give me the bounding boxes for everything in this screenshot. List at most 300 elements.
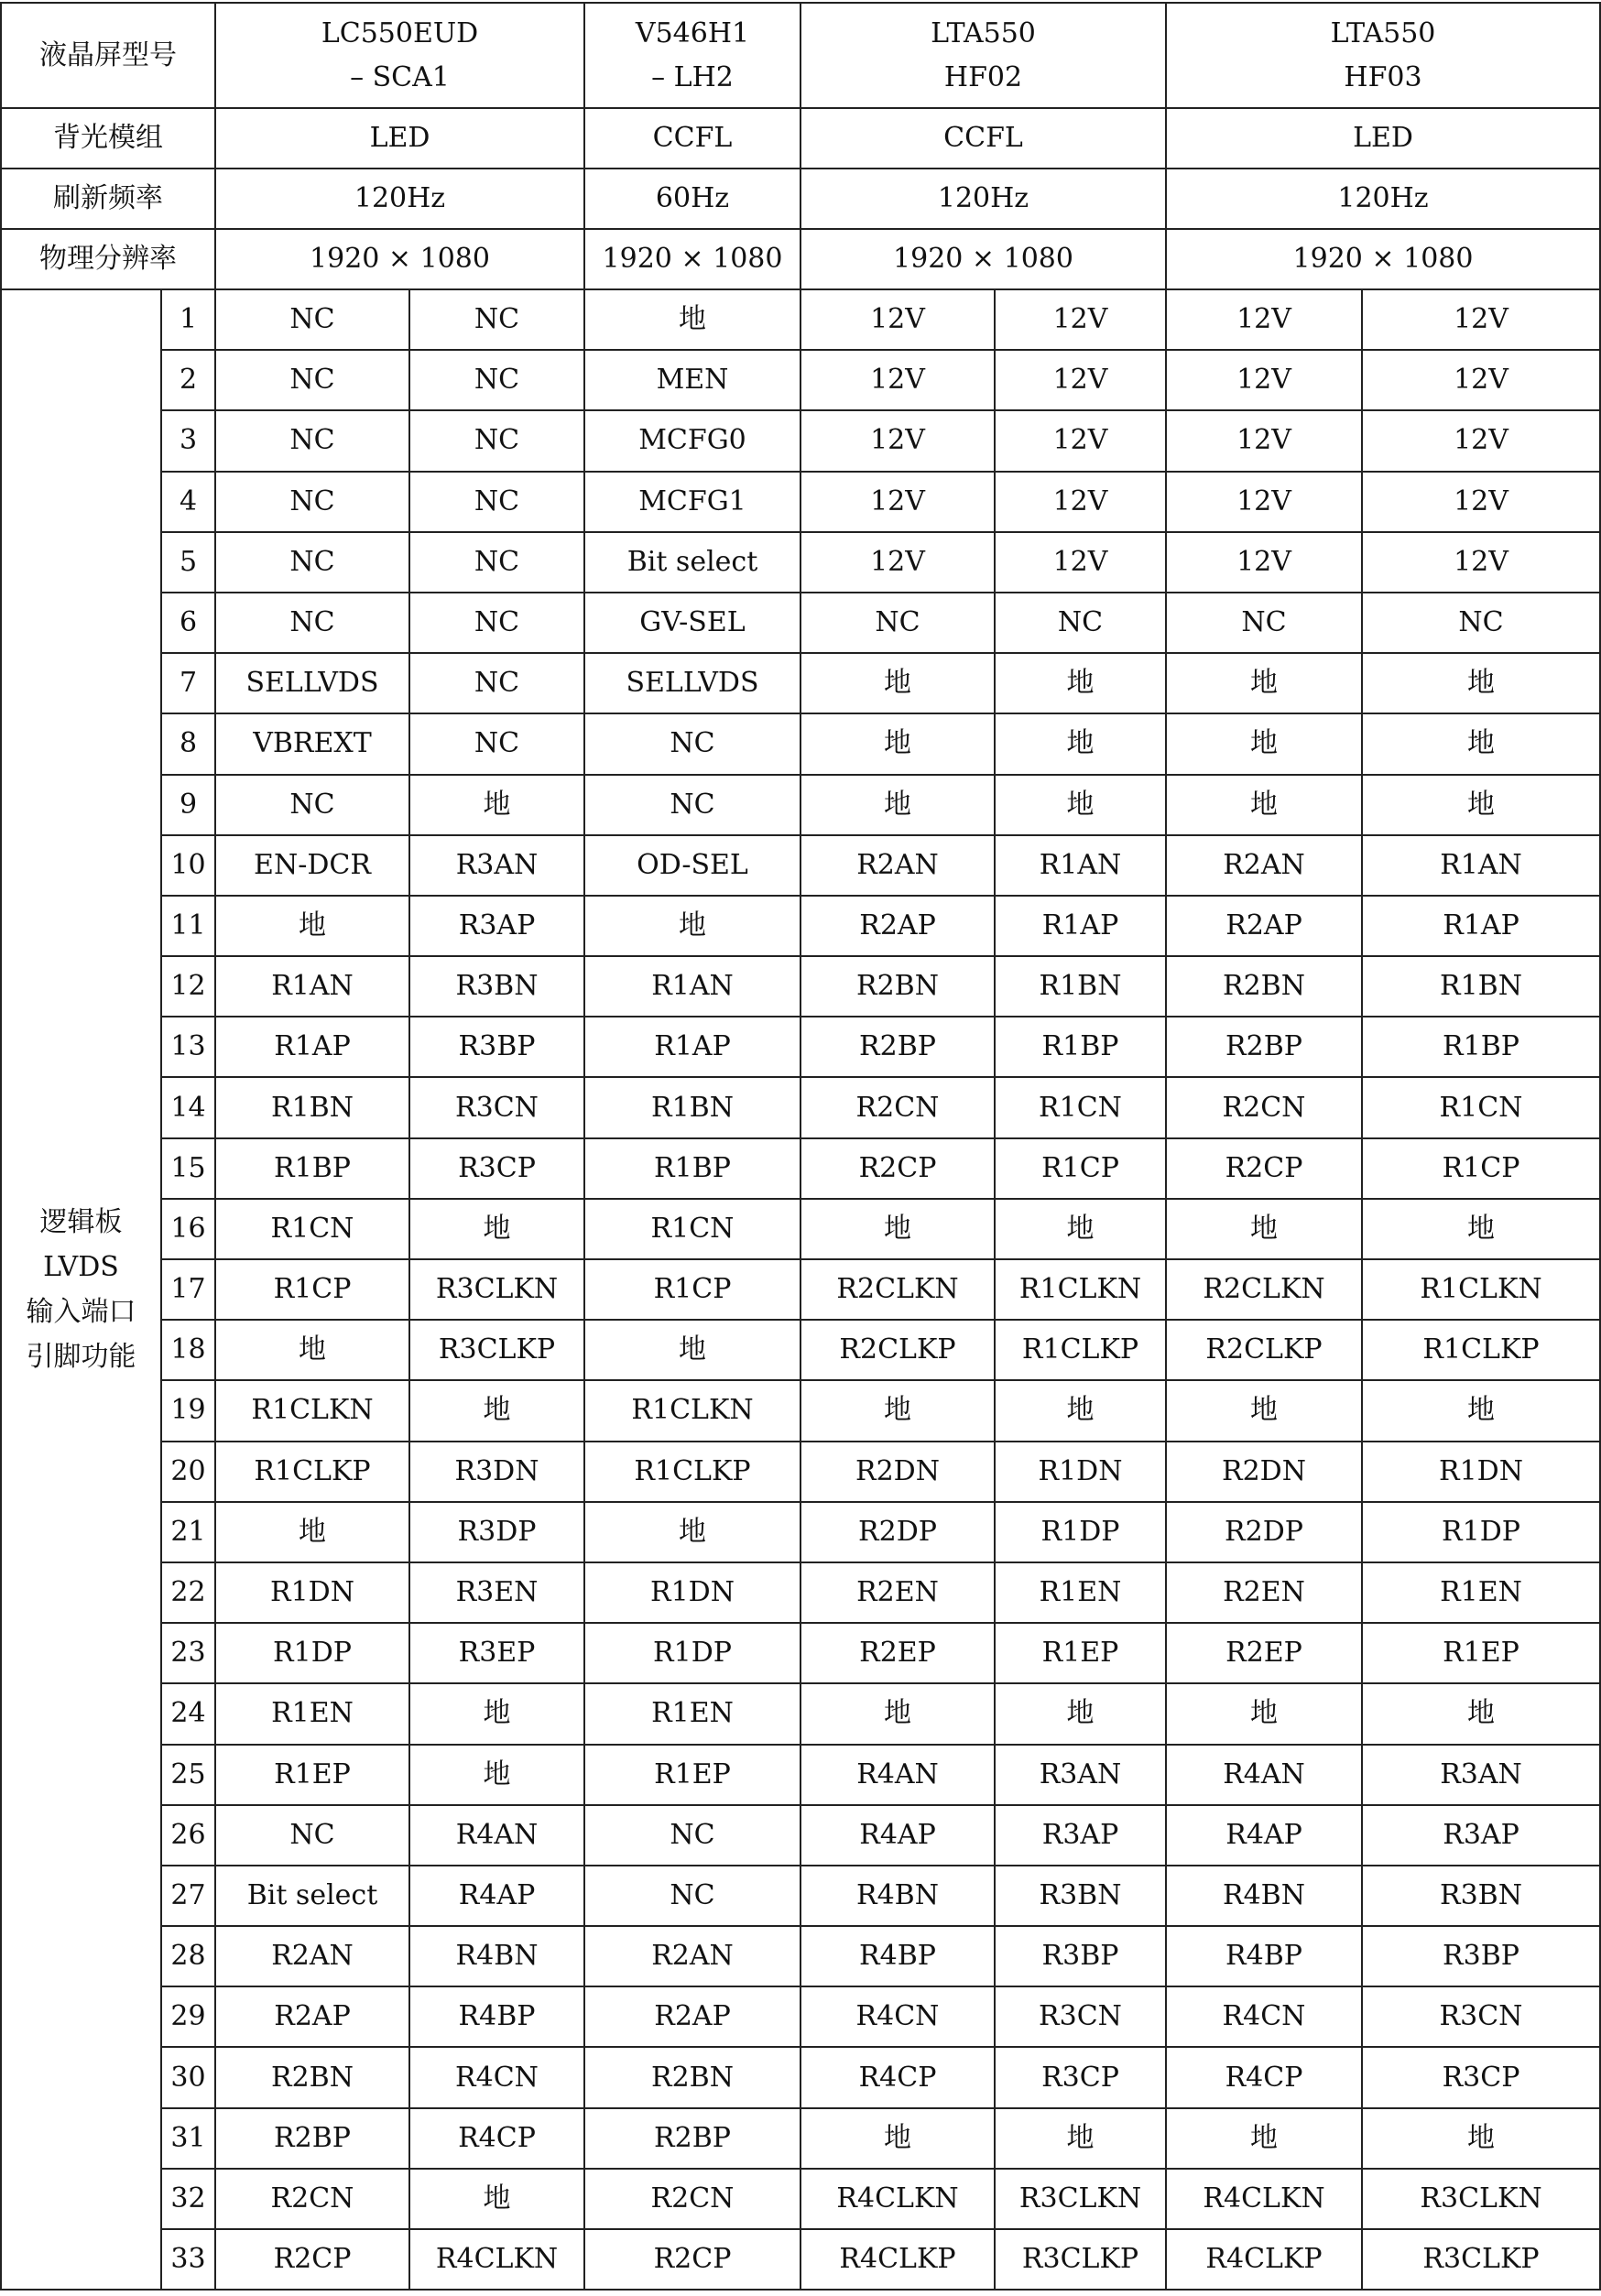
table-row (1, 1623, 1600, 1683)
model-line2: – LH2 (651, 60, 734, 93)
pin-cell: R1AP (584, 1017, 800, 1077)
pin-number: 25 (161, 1745, 215, 1805)
pin-cell: R4CLKP (1166, 2229, 1362, 2290)
pin-cell: R3AN (409, 835, 584, 896)
model-lta550-hf03 (1166, 3, 1600, 108)
pin-cell: R1CLKP (1362, 1320, 1600, 1380)
pin-cell: R4AP (800, 1805, 995, 1866)
table-cell: 1920 × 1080 (1166, 229, 1600, 289)
pin-cell: R1EP (584, 1745, 800, 1805)
pin-cell: R4CN (409, 2047, 584, 2107)
pin-cell: R2EP (800, 1623, 995, 1683)
pin-cell: R4BP (800, 1926, 995, 1986)
pin-cell: NC (215, 593, 409, 653)
pin-cell: 地 (800, 653, 995, 713)
pin-cell: R3BN (1362, 1866, 1600, 1926)
pin-number: 12 (161, 956, 215, 1017)
pin-cell: R1BP (215, 1138, 409, 1199)
table-row (1, 1199, 1600, 1259)
backlight-row (1, 108, 1600, 169)
table-cell: 1920 × 1080 (800, 229, 1166, 289)
table-cell: 1920 × 1080 (584, 229, 800, 289)
pin-cell: R1AN (1362, 835, 1600, 896)
pin-cell: R1CP (995, 1138, 1166, 1199)
table-row (1, 532, 1600, 593)
table-row (1, 1805, 1600, 1866)
pin-cell: R1CLKP (584, 1442, 800, 1502)
model-line1: V546H1 (635, 16, 750, 49)
pin-cell: R2EP (1166, 1623, 1362, 1683)
pin-cell: 地 (215, 1502, 409, 1562)
pin-cell: 地 (409, 1199, 584, 1259)
pin-function-label-line: 输入端口 (26, 1296, 136, 1329)
pin-cell: R1AP (995, 896, 1166, 956)
table-row (1, 1077, 1600, 1137)
pin-cell: 地 (800, 1683, 995, 1744)
pin-cell: NC (995, 593, 1166, 653)
pin-number: 19 (161, 1380, 215, 1441)
pin-cell: R4AN (1166, 1745, 1362, 1805)
pin-cell: R1CLKP (215, 1442, 409, 1502)
pin-cell: NC (215, 410, 409, 471)
table-row (1, 1138, 1600, 1199)
pin-cell: Bit select (215, 1866, 409, 1926)
pin-cell: R1CP (584, 1259, 800, 1320)
pin-cell: 12V (1166, 532, 1362, 593)
pin-cell: R3BP (995, 1926, 1166, 1986)
pin-cell: R2AP (215, 1986, 409, 2047)
pin-cell: R1CN (584, 1199, 800, 1259)
pin-cell: R3AN (995, 1745, 1166, 1805)
pin-cell: 地 (1362, 713, 1600, 774)
pin-cell: SELLVDS (584, 653, 800, 713)
pin-number: 15 (161, 1138, 215, 1199)
pin-number: 22 (161, 1562, 215, 1623)
pin-cell: 地 (1166, 2108, 1362, 2169)
pin-cell: 12V (995, 289, 1166, 350)
table-cell: CCFL (800, 108, 1166, 169)
pin-cell: R4CLKN (800, 2169, 995, 2229)
pin-cell: 地 (995, 775, 1166, 835)
pin-cell: R4AP (1166, 1805, 1362, 1866)
pin-cell: Bit select (584, 532, 800, 593)
pin-cell: R3EN (409, 1562, 584, 1623)
pin-cell: R4CP (1166, 2047, 1362, 2107)
pin-cell: R2CP (1166, 1138, 1362, 1199)
pin-function-label (1, 289, 161, 2290)
pin-cell: R1BN (215, 1077, 409, 1137)
pin-cell: R3CN (409, 1077, 584, 1137)
pin-cell: R2BN (215, 2047, 409, 2107)
table-cell: 1920 × 1080 (215, 229, 584, 289)
refresh-rate-row (1, 169, 1600, 229)
table-row (1, 2229, 1600, 2290)
model-line2: HF03 (1344, 60, 1422, 93)
pin-cell: NC (584, 775, 800, 835)
pin-cell: 地 (995, 1199, 1166, 1259)
row-label: 物理分辨率 (1, 229, 215, 289)
pin-cell: R2AN (1166, 835, 1362, 896)
pin-cell: 地 (1362, 1199, 1600, 1259)
pin-cell: R2EN (1166, 1562, 1362, 1623)
table-row (1, 1380, 1600, 1441)
pin-number: 2 (161, 350, 215, 410)
pin-cell: R1BP (1362, 1017, 1600, 1077)
table-row (1, 1502, 1600, 1562)
pin-number: 20 (161, 1442, 215, 1502)
pin-cell: R2CLKP (800, 1320, 995, 1380)
pin-cell: NC (1166, 593, 1362, 653)
pin-cell: R1CLKN (215, 1380, 409, 1441)
pin-number: 3 (161, 410, 215, 471)
pin-number: 26 (161, 1805, 215, 1866)
pin-cell: R1AP (1362, 896, 1600, 956)
pin-cell: 地 (1166, 1199, 1362, 1259)
table-row (1, 1259, 1600, 1320)
pin-cell: 12V (800, 350, 995, 410)
pin-cell: R3AP (1362, 1805, 1600, 1866)
pin-cell: R3AN (1362, 1745, 1600, 1805)
pin-cell: NC (215, 1805, 409, 1866)
pin-cell: R2AN (215, 1926, 409, 1986)
pin-number: 21 (161, 1502, 215, 1562)
table-row (1, 1320, 1600, 1380)
pin-cell: R2CN (215, 2169, 409, 2229)
pin-cell: NC (409, 532, 584, 593)
pin-cell: R2CP (584, 2229, 800, 2290)
pin-cell: NC (584, 713, 800, 774)
pin-cell: NC (409, 289, 584, 350)
pin-cell: MCFG1 (584, 472, 800, 532)
pin-cell: R1EP (215, 1745, 409, 1805)
pin-cell: R1BP (995, 1017, 1166, 1077)
pin-number: 24 (161, 1683, 215, 1744)
pin-cell: R1EP (995, 1623, 1166, 1683)
pin-number: 17 (161, 1259, 215, 1320)
pin-cell: R1DN (584, 1562, 800, 1623)
table-row (1, 1562, 1600, 1623)
pin-cell: 地 (409, 775, 584, 835)
pin-cell: R3EP (409, 1623, 584, 1683)
pin-cell: 12V (1166, 289, 1362, 350)
pin-cell: R2BN (1166, 956, 1362, 1017)
pin-cell: R1CP (215, 1259, 409, 1320)
table-cell: 60Hz (584, 169, 800, 229)
pin-cell: 地 (409, 2169, 584, 2229)
pin-cell: R2CLKP (1166, 1320, 1362, 1380)
model-lc550eud (215, 3, 584, 108)
table-row (1, 835, 1600, 896)
pin-cell: 地 (800, 1199, 995, 1259)
pin-number: 23 (161, 1623, 215, 1683)
table-cell: CCFL (584, 108, 800, 169)
pin-cell: R2CN (800, 1077, 995, 1137)
pin-cell: R4CLKP (800, 2229, 995, 2290)
pin-cell: R1DP (584, 1623, 800, 1683)
pin-cell: OD-SEL (584, 835, 800, 896)
model-line1: LTA550 (931, 16, 1036, 49)
pin-cell: R1CN (1362, 1077, 1600, 1137)
pin-cell: 地 (1362, 653, 1600, 713)
pin-number: 16 (161, 1199, 215, 1259)
pin-cell: 地 (995, 2108, 1166, 2169)
model-label: 液晶屏型号 (1, 3, 215, 108)
pin-cell: R4BP (409, 1986, 584, 2047)
pin-function-label-line: 引脚功能 (26, 1341, 136, 1374)
table-row (1, 653, 1600, 713)
pin-cell: R1BN (584, 1077, 800, 1137)
pin-number: 27 (161, 1866, 215, 1926)
pin-cell: R2CN (584, 2169, 800, 2229)
resolution-row (1, 229, 1600, 289)
pin-number: 5 (161, 532, 215, 593)
pin-cell: R3BP (409, 1017, 584, 1077)
pin-cell: R1DN (995, 1442, 1166, 1502)
pin-cell: 地 (215, 1320, 409, 1380)
pin-cell: 12V (800, 289, 995, 350)
pin-cell: R4CP (800, 2047, 995, 2107)
pin-cell: R1EN (215, 1683, 409, 1744)
pin-cell: 地 (584, 1320, 800, 1380)
pin-cell: R4BN (800, 1866, 995, 1926)
pin-number: 28 (161, 1926, 215, 1986)
table-row (1, 1745, 1600, 1805)
pin-cell: R2CP (215, 2229, 409, 2290)
table-row (1, 1683, 1600, 1744)
table-row (1, 1926, 1600, 1986)
pin-cell: R4BN (409, 1926, 584, 1986)
pin-cell: R4CN (800, 1986, 995, 2047)
pin-cell: 地 (995, 653, 1166, 713)
pin-cell: R1EN (1362, 1562, 1600, 1623)
pin-cell: R4CLKN (409, 2229, 584, 2290)
pin-number: 32 (161, 2169, 215, 2229)
table-row (1, 2169, 1600, 2229)
pin-cell: R1CP (1362, 1138, 1600, 1199)
pin-function-label-line: LVDS (43, 1251, 119, 1284)
pin-cell: R1CN (215, 1199, 409, 1259)
table-row (1, 593, 1600, 653)
row-label: 刷新频率 (1, 169, 215, 229)
table-row (1, 2047, 1600, 2107)
pin-cell: R4BN (1166, 1866, 1362, 1926)
pin-cell: NC (409, 593, 584, 653)
pin-cell: NC (409, 350, 584, 410)
table-cell: 120Hz (1166, 169, 1600, 229)
pin-cell: 地 (1166, 713, 1362, 774)
pin-cell: 12V (800, 472, 995, 532)
pin-cell: NC (409, 653, 584, 713)
pin-number: 1 (161, 289, 215, 350)
pin-cell: NC (584, 1805, 800, 1866)
pin-cell: R3BN (409, 956, 584, 1017)
pin-cell: 地 (409, 1380, 584, 1441)
pin-cell: R2AN (800, 835, 995, 896)
pin-cell: R4AN (800, 1745, 995, 1805)
pin-cell: R1BP (584, 1138, 800, 1199)
pin-cell: 12V (1362, 472, 1600, 532)
pin-cell: R2CN (1166, 1077, 1362, 1137)
pin-cell: R3CN (1362, 1986, 1600, 2047)
pin-number: 6 (161, 593, 215, 653)
pin-cell: R3BN (995, 1866, 1166, 1926)
pin-cell: NC (215, 532, 409, 593)
pin-cell: R2EN (800, 1562, 995, 1623)
pin-cell: MEN (584, 350, 800, 410)
pin-cell: R2CP (800, 1138, 995, 1199)
pin-cell: R1BN (995, 956, 1166, 1017)
table-row (1, 896, 1600, 956)
pin-cell: R2AN (584, 1926, 800, 1986)
pin-cell: R3CLKP (995, 2229, 1166, 2290)
pin-cell: 12V (995, 410, 1166, 471)
pin-cell: 12V (1362, 350, 1600, 410)
pin-cell: NC (215, 350, 409, 410)
pin-cell: R1EP (1362, 1623, 1600, 1683)
pin-cell: 12V (1166, 472, 1362, 532)
pin-cell: R3AP (995, 1805, 1166, 1866)
table-row (1, 1017, 1600, 1077)
pin-cell: R2DN (1166, 1442, 1362, 1502)
pin-cell: 地 (1362, 1380, 1600, 1441)
table-row (1, 1866, 1600, 1926)
pin-cell: 地 (1166, 775, 1362, 835)
model-line1: LTA550 (1330, 16, 1436, 49)
pin-cell: VBREXT (215, 713, 409, 774)
pin-cell: 地 (800, 775, 995, 835)
pin-cell: 地 (584, 1502, 800, 1562)
table-row (1, 289, 1600, 350)
pin-number: 11 (161, 896, 215, 956)
pin-cell: R3CLKN (409, 1259, 584, 1320)
pin-number: 7 (161, 653, 215, 713)
pin-cell: R1CLKN (995, 1259, 1166, 1320)
pin-cell: 地 (584, 896, 800, 956)
pin-cell: R1DP (215, 1623, 409, 1683)
pin-cell: NC (215, 775, 409, 835)
pin-cell: 12V (1362, 532, 1600, 593)
model-header-row (1, 3, 1600, 108)
table-cell: 120Hz (800, 169, 1166, 229)
pin-cell: 地 (1166, 1683, 1362, 1744)
pin-cell: NC (215, 289, 409, 350)
pin-cell: R1DP (1362, 1502, 1600, 1562)
model-v546h1 (584, 3, 800, 108)
pin-cell: R3BP (1362, 1926, 1600, 1986)
table-cell: LED (215, 108, 584, 169)
pin-number: 18 (161, 1320, 215, 1380)
pin-cell: 地 (409, 1683, 584, 1744)
pin-cell: EN-DCR (215, 835, 409, 896)
pin-cell: R3CP (1362, 2047, 1600, 2107)
pin-cell: R2BN (800, 956, 995, 1017)
pin-cell: R4AN (409, 1805, 584, 1866)
pin-cell: R2BP (1166, 1017, 1362, 1077)
pin-cell: 12V (995, 350, 1166, 410)
pin-cell: R2DN (800, 1442, 995, 1502)
pin-cell: R4CN (1166, 1986, 1362, 2047)
pin-number: 10 (161, 835, 215, 896)
table-row (1, 775, 1600, 835)
pin-cell: R3CLKP (1362, 2229, 1600, 2290)
table-row (1, 472, 1600, 532)
pin-cell: 12V (995, 472, 1166, 532)
lcd-lvds-pin-table (0, 2, 1601, 2291)
pin-cell: 地 (1362, 1683, 1600, 1744)
pin-cell: R1CLKP (995, 1320, 1166, 1380)
pin-cell: 地 (995, 1380, 1166, 1441)
pin-cell: 地 (215, 896, 409, 956)
pin-cell: R3CLKP (409, 1320, 584, 1380)
table-body (1, 3, 1600, 2290)
pin-cell: R1AN (584, 956, 800, 1017)
pin-cell: 地 (1166, 1380, 1362, 1441)
pin-cell: 12V (1166, 410, 1362, 471)
pin-cell: R4CP (409, 2108, 584, 2169)
pin-cell: 地 (584, 289, 800, 350)
pin-cell: R3CLKN (995, 2169, 1166, 2229)
table-row (1, 410, 1600, 471)
pin-cell: NC (1362, 593, 1600, 653)
pin-cell: GV-SEL (584, 593, 800, 653)
table-row (1, 2108, 1600, 2169)
pin-cell: 地 (1362, 775, 1600, 835)
pin-cell: R1AN (215, 956, 409, 1017)
pin-cell: NC (584, 1866, 800, 1926)
pin-cell: R2BN (584, 2047, 800, 2107)
pin-number: 14 (161, 1077, 215, 1137)
pin-cell: NC (215, 472, 409, 532)
pin-cell: R2BP (800, 1017, 995, 1077)
table-row (1, 1442, 1600, 1502)
pin-cell: R3CP (995, 2047, 1166, 2107)
pin-number: 8 (161, 713, 215, 774)
table-row (1, 350, 1600, 410)
pin-cell: R1CLKN (584, 1380, 800, 1441)
pin-cell: R1CLKN (1362, 1259, 1600, 1320)
pin-cell: R3CP (409, 1138, 584, 1199)
row-label: 背光模组 (1, 108, 215, 169)
pin-cell: R2BP (584, 2108, 800, 2169)
pin-cell: R1AN (995, 835, 1166, 896)
pin-cell: 12V (800, 532, 995, 593)
pin-cell: 地 (800, 713, 995, 774)
pin-function-label-line: 逻辑板 (39, 1206, 123, 1239)
pin-cell: R2DP (1166, 1502, 1362, 1562)
pin-cell: R4BP (1166, 1926, 1362, 1986)
pin-cell: R2BP (215, 2108, 409, 2169)
pin-cell: 12V (1166, 350, 1362, 410)
pin-cell: 地 (995, 1683, 1166, 1744)
pin-number: 30 (161, 2047, 215, 2107)
pin-cell: R3DP (409, 1502, 584, 1562)
model-line1: LC550EUD (321, 16, 479, 49)
table-row (1, 956, 1600, 1017)
pin-cell: R1BN (1362, 956, 1600, 1017)
pin-cell: R2CLKN (800, 1259, 995, 1320)
pin-cell: MCFG0 (584, 410, 800, 471)
pin-cell: R2DP (800, 1502, 995, 1562)
table-cell: 120Hz (215, 169, 584, 229)
pin-number: 31 (161, 2108, 215, 2169)
pin-number: 33 (161, 2229, 215, 2290)
pin-cell: 地 (800, 2108, 995, 2169)
pin-number: 4 (161, 472, 215, 532)
model-line2: HF02 (943, 60, 1023, 93)
pin-cell: R2CLKN (1166, 1259, 1362, 1320)
pin-cell: 地 (1362, 2108, 1600, 2169)
pin-cell: 地 (995, 713, 1166, 774)
